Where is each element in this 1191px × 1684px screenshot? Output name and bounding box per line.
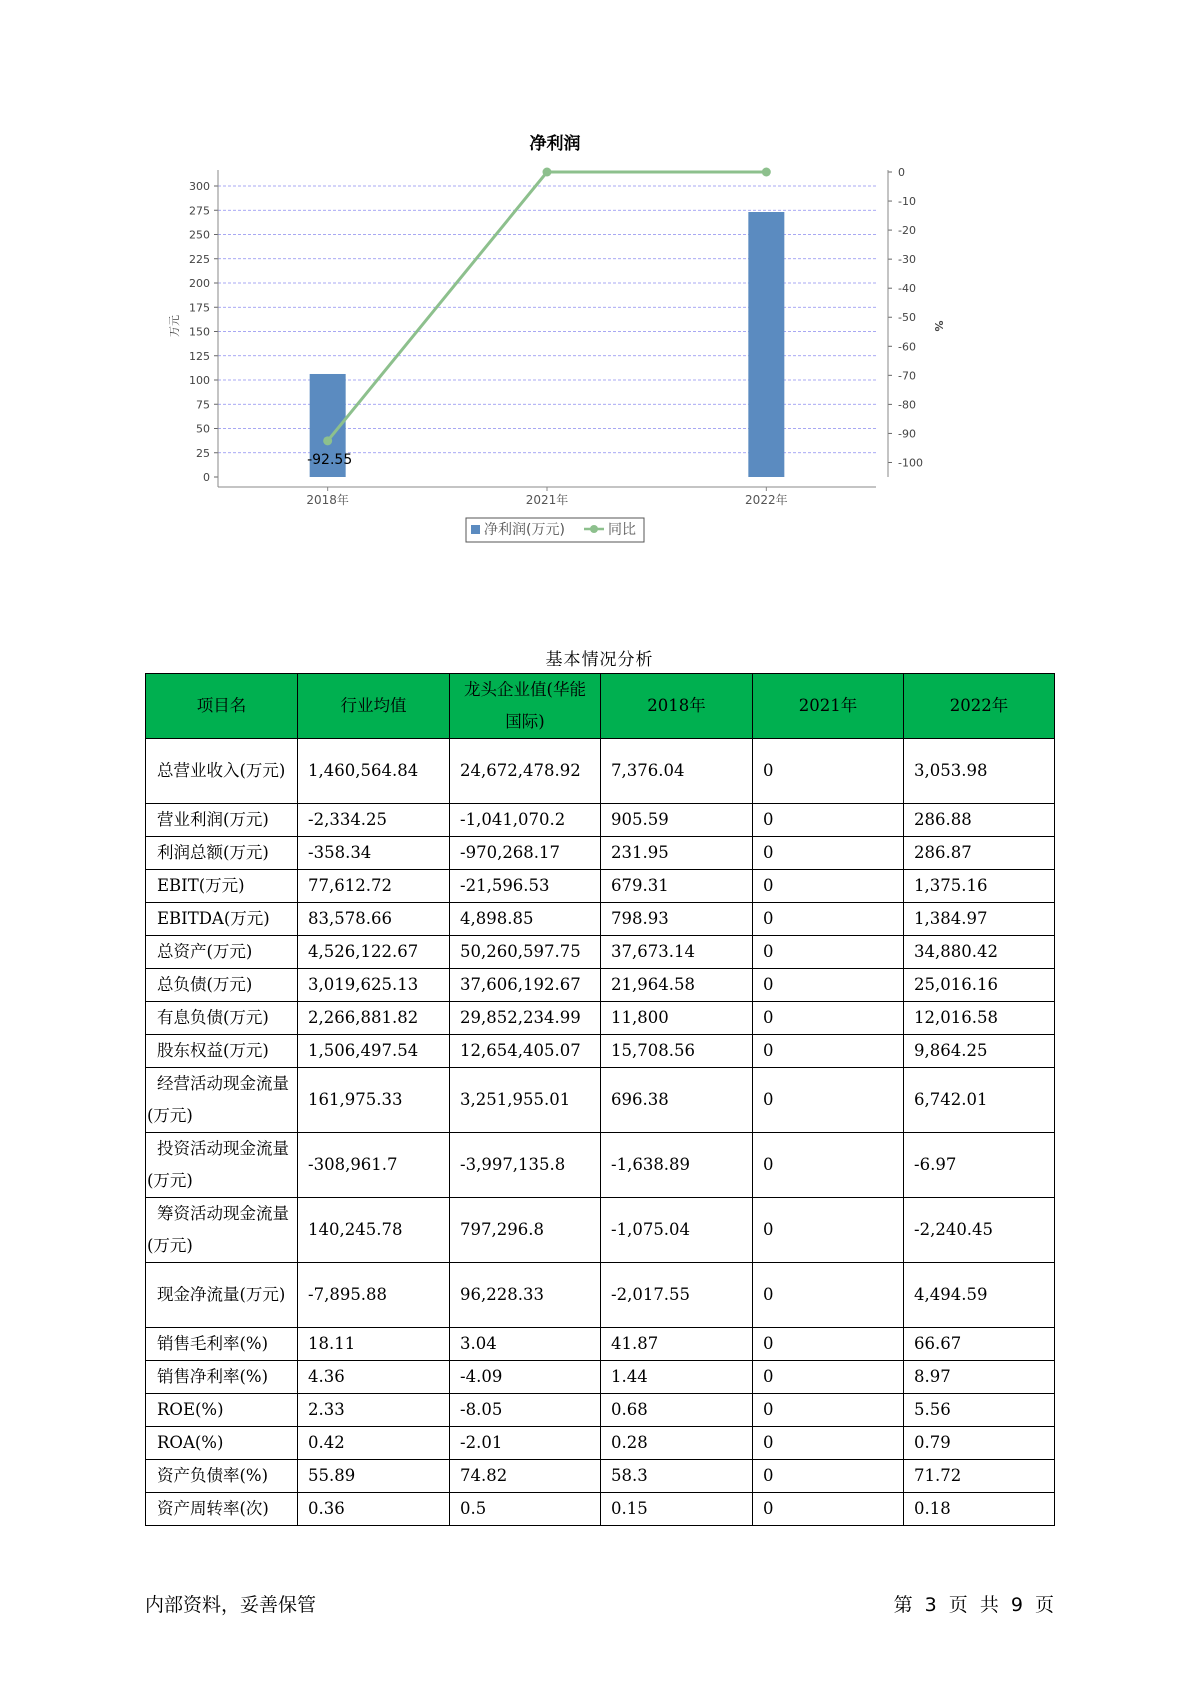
line-point xyxy=(323,436,332,445)
row-label: 现金净流量(万元) xyxy=(146,1263,298,1328)
table-cell: -2,017.55 xyxy=(601,1263,753,1328)
table-cell: 24,672,478.92 xyxy=(450,739,601,804)
chart-title: 净利润 xyxy=(529,134,581,154)
y-axis-label: 万元 xyxy=(168,315,181,337)
column-header: 龙头企业值(华能国际) xyxy=(450,674,601,739)
y-tick-label: 250 xyxy=(189,228,210,242)
y2-tick-label: -90 xyxy=(898,427,916,441)
table-cell: 11,800 xyxy=(601,1002,753,1035)
table-cell: 0 xyxy=(753,1394,904,1427)
y2-tick-label: -100 xyxy=(898,456,923,470)
table-cell: 286.87 xyxy=(904,837,1055,870)
row-label: 销售毛利率(%) xyxy=(146,1328,298,1361)
table-cell: 0.36 xyxy=(298,1493,450,1526)
legend-line-label: 同比 xyxy=(608,522,636,538)
legend-bar-label: 净利润(万元) xyxy=(484,522,565,538)
table-cell: 12,016.58 xyxy=(904,1002,1055,1035)
table-row xyxy=(146,1133,1055,1198)
table-row xyxy=(146,1427,1055,1460)
table-row xyxy=(146,969,1055,1002)
column-header: 行业均值 xyxy=(298,674,450,739)
y-tick-label: 150 xyxy=(189,325,210,339)
row-label: 筹资活动现金流量(万元) xyxy=(146,1198,298,1263)
table-row xyxy=(146,1002,1055,1035)
column-header: 2022年 xyxy=(904,674,1055,739)
table-cell: 0 xyxy=(753,1198,904,1263)
table-cell: 34,880.42 xyxy=(904,936,1055,969)
table-cell: 0.18 xyxy=(904,1493,1055,1526)
table-cell: 161,975.33 xyxy=(298,1068,450,1133)
table-cell: -358.34 xyxy=(298,837,450,870)
table-cell: 37,673.14 xyxy=(601,936,753,969)
row-label: 利润总额(万元) xyxy=(146,837,298,870)
table-cell: 66.67 xyxy=(904,1328,1055,1361)
table-cell: 696.38 xyxy=(601,1068,753,1133)
table-cell: 3.04 xyxy=(450,1328,601,1361)
table-cell: 0 xyxy=(753,1002,904,1035)
table-cell: 83,578.66 xyxy=(298,903,450,936)
table-cell: -8.05 xyxy=(450,1394,601,1427)
data-label: -92.55 xyxy=(307,451,353,468)
table-cell: -970,268.17 xyxy=(450,837,601,870)
row-label: 经营活动现金流量(万元) xyxy=(146,1068,298,1133)
table-cell: 0 xyxy=(753,1493,904,1526)
table-cell: 0.68 xyxy=(601,1394,753,1427)
row-label: 营业利润(万元) xyxy=(146,804,298,837)
table-cell: 0 xyxy=(753,969,904,1002)
table-row xyxy=(146,1035,1055,1068)
y2-tick-label: -80 xyxy=(898,398,916,412)
table-caption: 基本情况分析 xyxy=(545,650,654,670)
table-cell: 231.95 xyxy=(601,837,753,870)
table-cell: 2.33 xyxy=(298,1394,450,1427)
y2-tick-label: -70 xyxy=(898,369,916,383)
row-label: 资产周转率(次) xyxy=(146,1493,298,1526)
table-row xyxy=(146,903,1055,936)
table-cell: 798.93 xyxy=(601,903,753,936)
table-cell: 679.31 xyxy=(601,870,753,903)
table-cell: 0 xyxy=(753,903,904,936)
table-cell: 9,864.25 xyxy=(904,1035,1055,1068)
row-label: 总负债(万元) xyxy=(146,969,298,1002)
table-cell: 55.89 xyxy=(298,1460,450,1493)
row-label: ROA(%) xyxy=(146,1427,298,1460)
table-row xyxy=(146,739,1055,804)
table-cell: 2,266,881.82 xyxy=(298,1002,450,1035)
table-cell: 7,376.04 xyxy=(601,739,753,804)
table-cell: 1,506,497.54 xyxy=(298,1035,450,1068)
y2-tick-label: -20 xyxy=(898,224,916,238)
row-label: 股东权益(万元) xyxy=(146,1035,298,1068)
table-cell: -4.09 xyxy=(450,1361,601,1394)
table-cell: 37,606,192.67 xyxy=(450,969,601,1002)
table-row xyxy=(146,1068,1055,1133)
table-cell: 4,494.59 xyxy=(904,1263,1055,1328)
bar xyxy=(748,212,784,477)
table-cell: -1,638.89 xyxy=(601,1133,753,1198)
table-cell: 1,460,564.84 xyxy=(298,739,450,804)
y-tick-label: 25 xyxy=(196,446,210,460)
row-label: 总营业收入(万元) xyxy=(146,739,298,804)
table-cell: 58.3 xyxy=(601,1460,753,1493)
table-row xyxy=(146,804,1055,837)
table-cell: 0 xyxy=(753,1263,904,1328)
y-tick-label: 75 xyxy=(196,398,210,412)
x-tick-label: 2018年 xyxy=(306,493,349,507)
table-cell: 0.79 xyxy=(904,1427,1055,1460)
table-cell: 25,016.16 xyxy=(904,969,1055,1002)
line-point xyxy=(543,168,552,177)
table-cell: 8.97 xyxy=(904,1361,1055,1394)
table-cell: 21,964.58 xyxy=(601,969,753,1002)
table-cell: 29,852,234.99 xyxy=(450,1002,601,1035)
row-label: ROE(%) xyxy=(146,1394,298,1427)
table-header-row xyxy=(146,674,1055,739)
basic-analysis-table xyxy=(145,673,1055,1526)
table-row xyxy=(146,1460,1055,1493)
table-row xyxy=(146,936,1055,969)
x-tick-label: 2021年 xyxy=(525,493,569,507)
table-cell: -6.97 xyxy=(904,1133,1055,1198)
row-label: EBITDA(万元) xyxy=(146,903,298,936)
table-cell: 3,019,625.13 xyxy=(298,969,450,1002)
y-tick-label: 125 xyxy=(189,349,210,363)
table-cell: 77,612.72 xyxy=(298,870,450,903)
table-cell: 5.56 xyxy=(904,1394,1055,1427)
y2-tick-label: -10 xyxy=(898,195,916,209)
table-cell: -308,961.7 xyxy=(298,1133,450,1198)
y-tick-label: 300 xyxy=(189,180,210,193)
table-cell: 0 xyxy=(753,739,904,804)
table-cell: 0 xyxy=(753,1133,904,1198)
table-cell: 0.28 xyxy=(601,1427,753,1460)
y2-tick-label: -40 xyxy=(898,282,916,296)
table-cell: 3,053.98 xyxy=(904,739,1055,804)
table-cell: 96,228.33 xyxy=(450,1263,601,1328)
table-cell: -2,240.45 xyxy=(904,1198,1055,1263)
table-cell: 0 xyxy=(753,1427,904,1460)
table-cell: 50,260,597.75 xyxy=(450,936,601,969)
table-cell: 4,898.85 xyxy=(450,903,601,936)
table-cell: 0 xyxy=(753,1035,904,1068)
table-cell: 1.44 xyxy=(601,1361,753,1394)
y2-tick-label: 0 xyxy=(898,166,905,179)
table-cell: 1,375.16 xyxy=(904,870,1055,903)
table-cell: 797,296.8 xyxy=(450,1198,601,1263)
y-tick-label: 50 xyxy=(196,422,210,436)
table-cell: -2,334.25 xyxy=(298,804,450,837)
y-tick-label: 100 xyxy=(189,374,210,387)
y-tick-label: 175 xyxy=(189,301,210,315)
y2-tick-label: -30 xyxy=(898,253,916,267)
net-profit-chart xyxy=(160,130,1040,600)
table-cell: 0.15 xyxy=(601,1493,753,1526)
table-cell: -21,596.53 xyxy=(450,870,601,903)
table-row xyxy=(146,1198,1055,1263)
row-label: 资产负债率(%) xyxy=(146,1460,298,1493)
table-cell: -1,075.04 xyxy=(601,1198,753,1263)
table-row xyxy=(146,1263,1055,1328)
table-cell: 0 xyxy=(753,1460,904,1493)
line-point xyxy=(762,168,771,177)
table-cell: 12,654,405.07 xyxy=(450,1035,601,1068)
row-label: 有息负债(万元) xyxy=(146,1002,298,1035)
footer-page-number: 第 3 页 共 9 页 xyxy=(893,1594,1054,1616)
table-cell: 1,384.97 xyxy=(904,903,1055,936)
row-label: 销售净利率(%) xyxy=(146,1361,298,1394)
table-cell: 4,526,122.67 xyxy=(298,936,450,969)
y-tick-label: 0 xyxy=(203,471,210,484)
y2-tick-label: -50 xyxy=(898,311,916,325)
y-tick-label: 200 xyxy=(189,277,210,290)
row-label: EBIT(万元) xyxy=(146,870,298,903)
table-row xyxy=(146,837,1055,870)
column-header: 2021年 xyxy=(753,674,904,739)
legend-line-marker xyxy=(590,525,598,533)
table-cell: -2.01 xyxy=(450,1427,601,1460)
y2-axis-label: % xyxy=(932,320,945,332)
y2-tick-label: -60 xyxy=(898,340,916,354)
column-header: 2018年 xyxy=(601,674,753,739)
table-cell: -1,041,070.2 xyxy=(450,804,601,837)
table-cell: 140,245.78 xyxy=(298,1198,450,1263)
table-cell: 0.5 xyxy=(450,1493,601,1526)
x-tick-label: 2022年 xyxy=(745,493,788,507)
table-cell: 0 xyxy=(753,936,904,969)
legend-bar-swatch xyxy=(471,525,480,534)
row-label: 总资产(万元) xyxy=(146,936,298,969)
table-cell: 15,708.56 xyxy=(601,1035,753,1068)
column-header: 项目名 xyxy=(146,674,298,739)
table-cell: -7,895.88 xyxy=(298,1263,450,1328)
table-cell: 41.87 xyxy=(601,1328,753,1361)
table-cell: 286.88 xyxy=(904,804,1055,837)
row-label: 投资活动现金流量(万元) xyxy=(146,1133,298,1198)
line-series xyxy=(328,172,767,441)
table-cell: 4.36 xyxy=(298,1361,450,1394)
table-cell: 0 xyxy=(753,1328,904,1361)
table-cell: 74.82 xyxy=(450,1460,601,1493)
table-cell: 0 xyxy=(753,870,904,903)
table-cell: 0 xyxy=(753,1361,904,1394)
y-tick-label: 225 xyxy=(189,252,210,266)
table-cell: 18.11 xyxy=(298,1328,450,1361)
table-cell: 0 xyxy=(753,837,904,870)
table-row xyxy=(146,1493,1055,1526)
table-cell: 905.59 xyxy=(601,804,753,837)
table-cell: 71.72 xyxy=(904,1460,1055,1493)
table-row xyxy=(146,870,1055,903)
footer-confidential-note: 内部资料，妥善保管 xyxy=(145,1594,317,1616)
y-tick-label: 275 xyxy=(189,204,210,218)
table-row xyxy=(146,1328,1055,1361)
table-cell: 6,742.01 xyxy=(904,1068,1055,1133)
table-cell: 0 xyxy=(753,804,904,837)
table-row xyxy=(146,1361,1055,1394)
table-cell: -3,997,135.8 xyxy=(450,1133,601,1198)
table-cell: 3,251,955.01 xyxy=(450,1068,601,1133)
table-row xyxy=(146,1394,1055,1427)
table-cell: 0.42 xyxy=(298,1427,450,1460)
table-cell: 0 xyxy=(753,1068,904,1133)
